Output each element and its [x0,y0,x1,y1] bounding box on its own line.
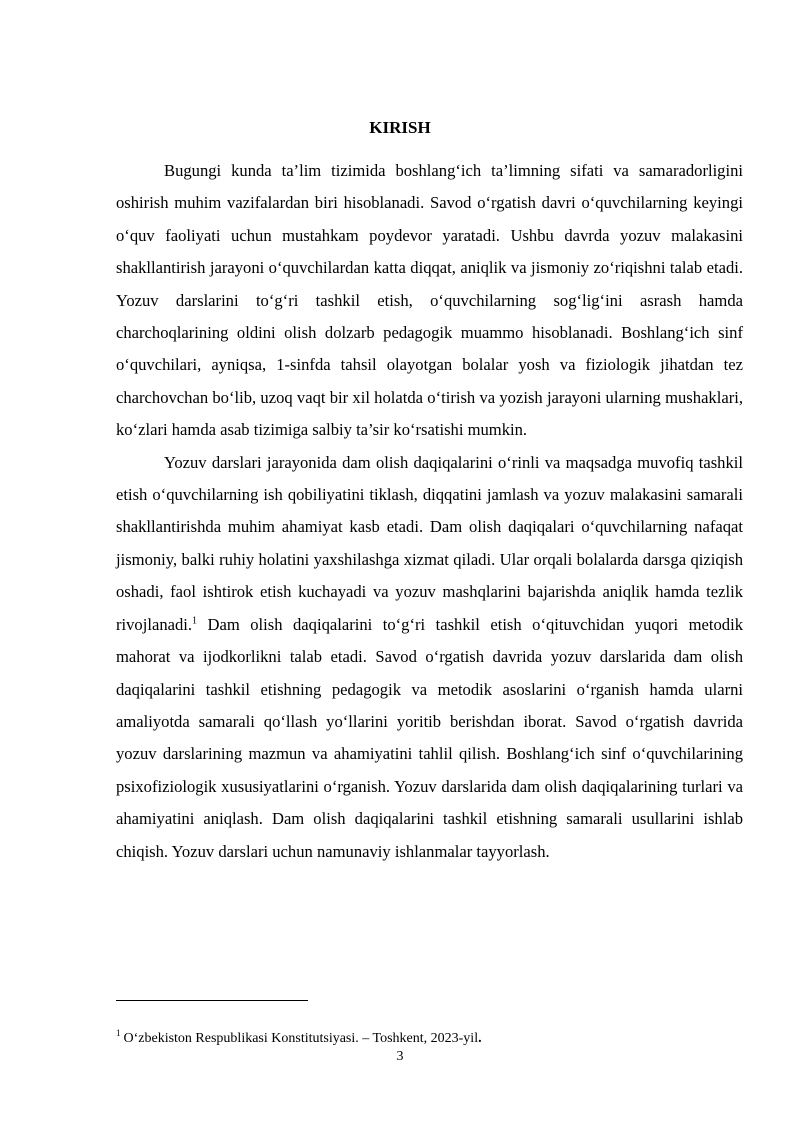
section-heading: KIRISH [369,118,431,137]
footnote [116,1030,756,1048]
footnote-reference[interactable]: 1 [192,615,198,627]
body-text [116,155,743,868]
footnote-end-period: . [478,1031,482,1046]
footnote-separator [116,1000,308,1001]
page-number: 3 [396,1049,404,1064]
paragraph-2 [116,447,743,868]
footnote-text: O‘zbekiston Respublikasi Konstitutsiyasi. – Toshkent, 2023-yil [123,1031,479,1046]
paragraph-1: Bugungi kunda ta’lim tizimida boshlang‘ich ta’limning sifati va samaradorligini oshirish muhim vazifalardan biri hisoblanadi. Savod o‘rgatish davri o‘quvchilarning keyingi o‘quv faoliyati uchun mustahkam poydevor yaratadi. Ushbu davrda yozuv malakasini shakllantirish jarayoni o‘quvchilardan katta diqqat, aniqlik va jismoniy zo‘riqishni talab etadi. Yozuv darslarini to‘g‘ri tashkil etish, o‘quvchilarning sog‘lig‘ini asrash hamda charchoqlarining oldini olish dolzarb pedagogik muammo hisoblanadi. Boshlang‘ich sinf o‘quvchilari, ayniqsa, 1-sinfda tahsil olayotgan bolalar yosh va fiziologik jihatdan tez charchovchan bo‘lib, uzoq vaqt bir xil holatda o‘tirish va yozish jarayoni ularning mushaklari, ko‘zlari hamda asab tizimiga salbiy ta’sir ko‘rsatishi mumkin. [116,161,743,440]
paragraph-2-text-after: Dam olish daqiqalarini to‘g‘ri tashkil etish o‘qituvchidan yuqori metodik mahorat va ijodkorlikni talab etadi. Savod o‘rgatish davrida yozuv darslarida dam olish daqiqalarini tashkil etishning pedagogik va metodik asoslarini o‘rganish hamda ularni amaliyotda samarali qo‘llash yo‘llarini yoritib berishdan iborat. Savod o‘rgatish davrida yozuv darslarining mazmun va ahamiyatini tahlil qilish. Boshlang‘ich sinf o‘quvchilarining psixofiziologik xususiyatlarini o‘rganish. Yozuv darslarida dam olish daqiqalarining turlari va ahamiyatini aniqlash. Dam olish daqiqalarini tashkil etishning samarali usullarini ishlab chiqish. Yozuv darslari uchun namunaviy ishlanmalar tayyorlash. [116,614,743,861]
footnote-number: 1 [116,1028,121,1039]
paragraph-2-text-before: Yozuv darslari jarayonida dam olish daqiqalarini o‘rinli va maqsadga muvofiq tashkil etish o‘quvchilarning ish qobiliyatini tiklash, diqqatini jamlash va yozuv malakasini samarali shakllantirishda muhim ahamiyat kasb etadi. Dam olish daqiqalari o‘quvchilarning nafaqat jismoniy, balki ruhiy holatini yaxshilashga xizmat qiladi. Ular orqali bolalarda darsga qiziqish oshadi, faol ishtirok etish kuchayadi va yozuv mashqlarini bajarishda aniqlik hamda tezlik rivojlanadi. [116,452,743,634]
